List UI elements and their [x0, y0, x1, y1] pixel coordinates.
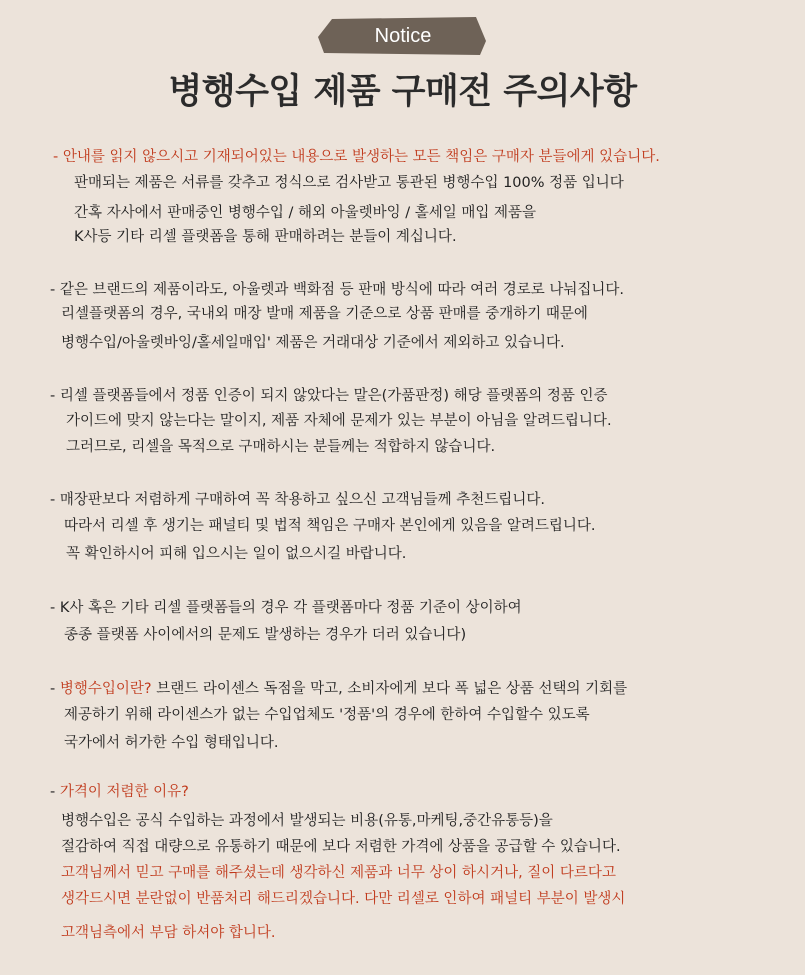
notice-line: 병행수입/아울렛바잉/홀세일매입' 제품은 거래대상 기준에서 제외하고 있습니다.: [61, 335, 565, 351]
notice-line: K사등 기타 리셀 플랫폼을 통해 판매하려는 분들이 계십니다.: [74, 229, 457, 245]
notice-line: - 안내를 읽지 않으시고 기재되어있는 내용으로 발생하는 모든 책임은 구매자 분들에게 있습니다.: [53, 149, 660, 165]
highlight-heading: 가격이 저렴한 이유?: [59, 784, 189, 800]
notice-line: [50, 679, 627, 699]
notice-line: 꼭 확인하시어 피해 입으시는 일이 없으시길 바랍니다.: [66, 546, 407, 562]
notice-line: 제공하기 위해 라이센스가 없는 수입업체도 '정품'의 경우에 한하여 수입할수 있도록: [64, 707, 590, 723]
notice-line: 종종 플랫폼 사이에서의 문제도 발생하는 경우가 더러 있습니다): [64, 627, 467, 643]
bullet-dash: -: [50, 784, 60, 800]
notice-line: 따라서 리셀 후 생기는 패널티 및 법적 책임은 구매자 본인에게 있음을 알려드립니다.: [64, 518, 596, 534]
notice-line: 생각드시면 분란없이 반품처리 해드리겠습니다. 다만 리셀로 인하여 패널티 부분이 발생시: [61, 891, 626, 907]
notice-line: - 같은 브랜드의 제품이라도, 아울렛과 백화점 등 판매 방식에 따라 여러 경로로 나눠집니다.: [50, 282, 625, 298]
notice-line: [50, 782, 189, 802]
notice-line: 고객님께서 믿고 구매를 해주셨는데 생각하신 제품과 너무 상이 하시거나, 질이 다르다고: [61, 865, 616, 881]
line-text: 브랜드 라이센스 독점을 막고, 소비자에게 보다 폭 넓은 상품 선택의 기회를: [151, 681, 628, 697]
notice-line: 간혹 자사에서 판매중인 병행수입 / 해외 아울렛바잉 / 홀세일 매입 제품을: [74, 205, 537, 221]
notice-badge: [318, 17, 488, 55]
notice-line: 가이드에 맞지 않는다는 말이지, 제품 자체에 문제가 있는 부분이 아님을 알려드립니다.: [66, 413, 612, 429]
notice-line: 병행수입은 공식 수입하는 과정에서 발생되는 비용(유통,마케팅,중간유통등)을: [61, 813, 553, 829]
bullet-dash: -: [50, 681, 60, 697]
notice-line: - K사 혹은 기타 리셀 플랫폼들의 경우 각 플랫폼마다 정품 기준이 상이하여: [50, 600, 522, 616]
notice-line: 국가에서 허가한 수입 형태입니다.: [64, 735, 279, 751]
notice-line: 리셀플랫폼의 경우, 국내외 매장 발매 제품을 기준으로 상품 판매를 중개하기 때문에: [61, 306, 588, 322]
page-title: 병행수입 제품 구매전 주의사항: [168, 72, 637, 112]
badge-label: Notice: [374, 25, 432, 47]
notice-line: 그러므로, 리셀을 목적으로 구매하시는 분들께는 적합하지 않습니다.: [66, 439, 496, 455]
notice-line: - 매장판보다 저렴하게 구매하여 꼭 착용하고 싶으신 고객님들께 추천드립니다.: [50, 492, 545, 508]
notice-line: 절감하여 직접 대량으로 유통하기 때문에 보다 저렴한 가격에 상품을 공급할 수 있습니다.: [61, 839, 621, 855]
highlight-heading: 병행수입이란?: [59, 681, 152, 697]
notice-line: - 리셀 플랫폼들에서 정품 인증이 되지 않았다는 말은(가품판정) 해당 플랫폼의 정품 인증: [50, 388, 608, 404]
notice-line: 고객님측에서 부담 하셔야 합니다.: [61, 925, 276, 941]
notice-line: 판매되는 제품은 서류를 갖추고 정식으로 검사받고 통관된 병행수입 100% 정품 입니다: [74, 175, 624, 191]
